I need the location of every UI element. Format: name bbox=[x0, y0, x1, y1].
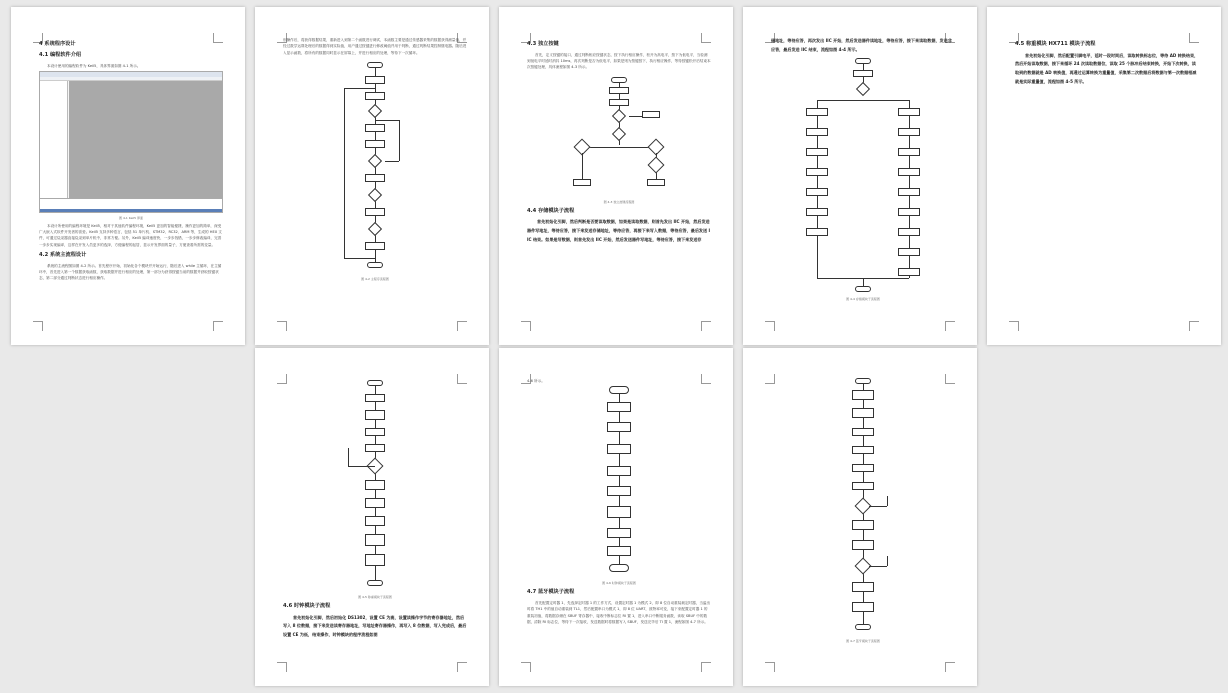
main-flowchart bbox=[330, 62, 420, 274]
body-paragraph: 本设计所使用的编程环境是 Keil5，相对于其他软件编程环境，Keil5 更加的智能便捷，操作更加的简单，深受广大嵌入式软件开发者的喜爱。Keil5 支持多种语言，包括 51 单片机、STM32、RC32、ARM 等，生成的 HEX 文件，可通过烧录器直接烧录到单片机中，非常方便。另外，Keil5 编译速度快，一步步找错，一步步修改编译，完善一步步实现编译，这样在开发入员更多的选择，方便编程的起居，显示开发界面的量子，方便查看所需的变量。 bbox=[39, 223, 222, 247]
weigh-flowchart bbox=[330, 380, 420, 592]
doc-page-3[interactable] bbox=[499, 7, 733, 345]
figure-caption: 图 4-1 Keil5 界面 bbox=[118, 215, 143, 220]
section-heading-4-2: 4.2 系统主流程设计 bbox=[39, 251, 87, 258]
body-paragraph: 别操作后，将获得数据结果，重新进入到第二个函数进行调试，本函数主要是通过传感器采集的数据获得测量值，并经过数学运算处理后的数据得到实际值，用户通过按键进行修改阈值并用于判断，通过判断结果控制继电器。随后进入显示函数，将所有的数据同时显示在屏幕上，并进行相应的处理，等待下一次循环。 bbox=[283, 38, 467, 55]
bluetooth-flowchart bbox=[818, 378, 908, 636]
body-paragraph: 储地址，等待应答，再次发出 IIC 开始，然后发送器件读地址，等待应答，接下来读取数据，发送非应答，最后发送 IIC 结束，流程如图 4-4 所示。 bbox=[771, 38, 952, 52]
body-paragraph: 首先初始化引脚，然后判断是否要读取数据，如果是读取数据，则首先发出 IIC 开始，然后发送器件写地址，等待应答，接下来发送存储地址，等待应答，再接下来写入数据，等待应答，最后发送 IIC 结束。如果是写数据，则首先发出 IIC 开始，然后发送器件写地址，等待应答，接下来发送存 bbox=[527, 219, 711, 242]
doc-page-7[interactable] bbox=[499, 348, 733, 686]
body-paragraph: 首先，定义按键的接口，通过判断相应按键状态，按下执行相应操作，松开为高电平，按下为低电平，当检测到低电平时延时消抖 10ms，再次判断是否为低电平，如果是则为按键按下，执行相应操作，等待按键松开后结束本次按键处理，具体流程如图 4-3 所示。 bbox=[527, 52, 711, 70]
figure-caption: 图 4-2 主程序流程图 bbox=[361, 276, 389, 281]
section-heading-4-5: 4.5 称重模块 HX711 模块子流程 bbox=[1015, 41, 1096, 47]
chapter-heading: 4 系统程序设计 bbox=[39, 41, 76, 47]
doc-page-8[interactable] bbox=[743, 348, 977, 686]
key-flowchart bbox=[554, 77, 684, 197]
section-heading-4-4: 4.4 存储模块子流程 bbox=[527, 207, 575, 214]
section-heading-4-3: 4.3 独立按键 bbox=[527, 41, 559, 47]
doc-page-2[interactable] bbox=[255, 7, 489, 345]
clock-flowchart bbox=[574, 386, 664, 578]
section-heading-4-6: 4.6 时钟模块子流程 bbox=[283, 603, 331, 609]
body-paragraph: 系统的主流程图如图 4-2 所示。首先程序开始，初始化各个模块并开始运行，随后进入 while 主循环，在主循环中，首先进入第一个数据获取函数，获取数据并进行相应的处理，第一部分为获得按键当前的数据并获取按键状态，第二部分通过判断状态进行相应操作。 bbox=[39, 263, 222, 281]
figure-caption: 图 4-6 时钟模块子流程图 bbox=[602, 581, 636, 586]
doc-page-1[interactable] bbox=[11, 7, 245, 345]
keil5-screenshot bbox=[39, 71, 223, 213]
storage-flowchart bbox=[793, 58, 933, 294]
body-paragraph: 4-6 所示。 bbox=[527, 379, 545, 383]
figure-caption: 图 4-3 独立按键流程图 bbox=[603, 199, 635, 204]
body-paragraph: 首先初始化引脚，然后初始化 DS1302，设置 CE 为高，设置读操作字节的寄存器地址，然后写入 8 位数据，接下来发送读寄存器地址，写地址寄存器操作，再写入 8 位数据，写入完成后，最后设置 CE 为低，结束操作，时钟模块的程序流程如图 bbox=[283, 614, 467, 637]
doc-page-5[interactable] bbox=[987, 7, 1221, 345]
figure-caption: 图 4-4 存储模块子流程图 bbox=[846, 297, 880, 302]
body-paragraph: 首先配置定时器 1，先选择定时器 1 的工作方式，设置定时器 1 为模式 2，即 8 位自动重装载定时器，当溢出时将 TH1 中的值自动重装到 TL1，然后配置串口为模式 1，即 8 位 UART，波特率可变，接下来配置定时器 1 的重装初值，将数据存储在 SBUF 寄存器中，接收中断标志位 RI 置 1，进入串口中断服务函数，读取 SBUF 中的数据，清除 RI 标志位，等待下一次接收，发送数据时将数据写入 SBUF，发送完毕后 TI 置 1，流程如图 4-7 所示。 bbox=[527, 601, 711, 624]
body-paragraph: 首先初始化引脚，然后配置引脚电平，延时一段时间后，读取转换标志位，等待 AD 转换结束，然后开始读取数据，接下来循环 24 次读取数据位，读取 25 个脉冲后结束转换，开始下次转换，读取到的数据就是 AD 转换值，再通过运算转换为重量值，采集第二次数据后将数据与第一次数据相减就是实际重量值，流程如图 4-5 所示。 bbox=[1015, 52, 1199, 84]
doc-page-4[interactable] bbox=[743, 7, 977, 345]
figure-caption: 图 4-5 称重模块子流程图 bbox=[358, 595, 392, 599]
section-heading-4-1: 4.1 编程软件介绍 bbox=[39, 51, 82, 58]
intro-text: 本设计使用的编程软件为 Keil5，具体界面如图 4-1 所示。 bbox=[47, 63, 141, 68]
doc-page-6[interactable] bbox=[255, 348, 489, 686]
figure-caption: 图 4-7 蓝牙模块子流程图 bbox=[846, 639, 880, 643]
section-heading-4-7: 4.7 蓝牙模块子流程 bbox=[527, 589, 575, 596]
